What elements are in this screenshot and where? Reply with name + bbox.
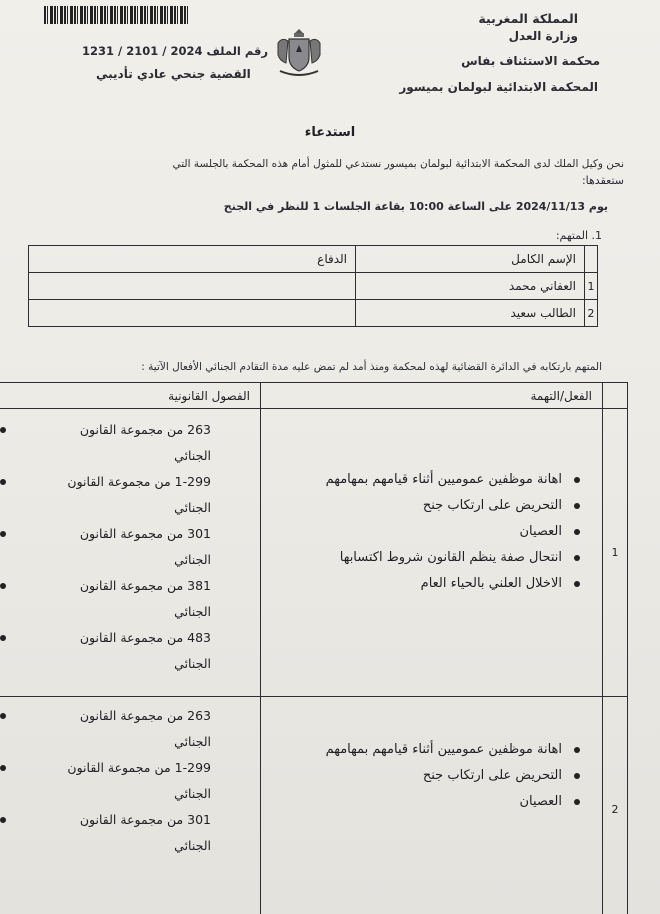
law-item: 1-299 من مجموعة القانون الجنائي [0, 755, 259, 807]
document-title: استدعاء [304, 125, 356, 140]
table-header-row [0, 383, 628, 409]
law-column-header: الفصول القانونية [0, 383, 261, 409]
act-item: انتحال صفة ينظم القانون شروط اكتسابها [262, 545, 584, 571]
law-item: 483 من مجموعة القانون الجنائي [0, 625, 259, 677]
coat-of-arms-icon [270, 25, 328, 80]
intro-line-1: نحن وكيل الملك لدى المحكمة الابتدائية لبولمان بميسور نستدعي للمثول أمام هذه المحكمة بالجلسة التي [172, 158, 624, 170]
defendant-name: العفاني محمد [356, 273, 585, 300]
defendant-defense [29, 300, 356, 327]
header-right [478, 11, 578, 45]
act-item: اهانة موظفين عموميين أثناء قيامهم بمهامهم [262, 737, 584, 763]
table-row [29, 273, 598, 300]
barcode [44, 6, 189, 24]
act-item: العصيان [262, 789, 584, 815]
hearing-details: يوم 2024/11/13 على الساعة 10:00 بقاعة الجلسات 1 للنظر في الجنح [223, 200, 608, 213]
law-item: 301 من مجموعة القانون الجنائي [0, 807, 259, 859]
case-type: القضية جنحي عادي تأديبي [96, 67, 251, 81]
row-number: 2 [585, 300, 598, 327]
charges-table [0, 382, 628, 914]
defendant-defense [29, 273, 356, 300]
row-number: 1 [603, 409, 628, 697]
acts-cell [261, 409, 603, 697]
table-row [0, 409, 628, 697]
laws-cell [0, 697, 261, 914]
act-item: اهانة موظفين عموميين أثناء قيامهم بمهامهم [262, 467, 584, 493]
defense-column-header: الدفاع [29, 246, 356, 273]
law-item: 263 من مجموعة القانون الجنائي [0, 703, 259, 755]
act-item: التحريض على ارتكاب جنح [262, 493, 584, 519]
law-item: 1-299 من مجموعة القانون الجنائي [0, 469, 259, 521]
first-instance-court-name: المحكمة الابتدائية لبولمان بميسور [399, 80, 598, 94]
act-item: العصيان [262, 519, 584, 545]
laws-cell [0, 409, 261, 697]
act-item: التحريض على ارتكاب جنح [262, 763, 584, 789]
defendant-label: 1. المتهم: [555, 229, 602, 242]
act-column-header: الفعل/التهمة [261, 383, 603, 409]
defendant-name: الطالب سعيد [356, 300, 585, 327]
charges-intro: المتهم بارتكابه في الدائرة القضائية لهذه لمحكمة ومنذ أمد لم تمض عليه مدة التقادم الجنائي الأفعال الآتية : [141, 361, 602, 373]
table-row [29, 300, 598, 327]
intro-line-2: ستعقدها: [581, 174, 624, 187]
acts-cell [261, 697, 603, 914]
law-item: 301 من مجموعة القانون الجنائي [0, 521, 259, 573]
file-number: رقم الملف 2024 / 2101 / 1231 [82, 44, 269, 58]
appeal-court-name: محكمة الاستئناف بفاس [461, 54, 600, 68]
law-item: 381 من مجموعة القانون الجنائي [0, 573, 259, 625]
table-row [0, 697, 628, 914]
kingdom-name: المملكة المغربية [478, 11, 578, 26]
table-header-row [29, 246, 598, 273]
law-item: 263 من مجموعة القانون الجنائي [0, 417, 259, 469]
act-item: الاخلال العلني بالحياء العام [262, 571, 584, 597]
ministry-name: وزارة العدل [508, 29, 578, 43]
row-number: 1 [585, 273, 598, 300]
row-number: 2 [603, 697, 628, 914]
defendants-table [28, 245, 598, 327]
name-column-header: الإسم الكامل [356, 246, 585, 273]
